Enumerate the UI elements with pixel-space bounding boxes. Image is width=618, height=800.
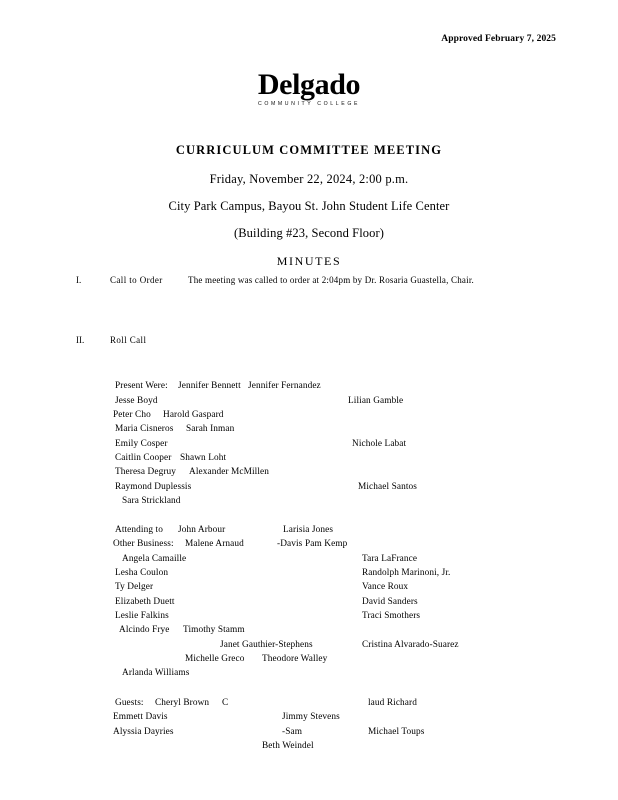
meeting-building: (Building #23, Second Floor): [233, 226, 385, 240]
roll-call-entry: Jimmy Stevens: [282, 712, 340, 722]
roll-call-entry: Michael Santos: [358, 482, 417, 492]
roll-call-entry: Randolph Marinoni, Jr.: [362, 568, 451, 578]
meeting-datetime: Friday, November 22, 2024, 2:00 p.m.: [209, 172, 409, 186]
meeting-location: City Park Campus, Bayou St. John Student Life Center: [168, 199, 450, 213]
roll-call-entry: Traci Smothers: [362, 611, 421, 621]
roll-call-entry: Peter Cho: [113, 410, 151, 420]
roll-call-entry: Alyssia Dayries: [113, 727, 174, 737]
section-text: The meeting was called to order at 2:04pm by Dr. Rosaria Guastella, Chair.: [188, 275, 474, 285]
section-numeral: I.: [76, 275, 82, 285]
roll-call-entry: Beth Weindel: [262, 741, 314, 751]
roll-call-entry: Pam Kemp: [305, 539, 348, 549]
section-heading: Roll Call: [110, 335, 147, 345]
roll-call-entry: Theresa Degruy: [115, 467, 177, 477]
roll-call-entry: Ty Delger: [115, 582, 154, 592]
roll-call-entry: -Sam: [282, 727, 303, 737]
roll-call-entry: Malene Arnaud: [185, 539, 244, 549]
roll-call-entry: Lesha Coulon: [115, 568, 169, 578]
roll-call-entry: Alexander McMillen: [189, 467, 270, 477]
roll-call-entry: John Arbour: [178, 525, 226, 535]
roll-call-entry: Theodore Walley: [262, 654, 328, 664]
section-numeral: II.: [76, 335, 85, 345]
roll-call-entry: Leslie Falkins: [115, 611, 169, 621]
document-body: [0, 275, 618, 751]
roll-call-entry: Elizabeth Duett: [115, 597, 175, 607]
roll-call-entry: C: [222, 698, 229, 708]
page-title: CURRICULUM COMMITTEE MEETING: [175, 143, 443, 157]
approved-stamp: Approved February 7, 2025: [441, 34, 556, 44]
roll-call-entry: Emmett Davis: [113, 712, 168, 722]
roll-call-entry: Timothy Stamm: [183, 625, 245, 635]
roll-call-entry: Sarah Inman: [186, 424, 235, 434]
roll-call-entry: Jennifer Bennett: [178, 381, 241, 391]
roll-call-entry: Tara LaFrance: [362, 554, 418, 564]
logo-subtitle: COMMUNITY COLLEGE: [257, 101, 361, 107]
roll-call-entry: Jesse Boyd: [115, 396, 158, 406]
roll-call-entry: Present Were:: [115, 381, 168, 391]
minutes-label: MINUTES: [276, 254, 342, 268]
roll-call-entry: Lilian Gamble: [348, 396, 404, 406]
roll-call-entry: laud Richard: [368, 698, 417, 708]
roll-call-entry: Guests:: [115, 698, 144, 708]
roll-call-entry: Jennifer Fernandez: [248, 381, 321, 391]
section-roll-call: [0, 335, 618, 755]
roll-call-entry: Nichole Labat: [352, 439, 407, 449]
roll-call-entry: Cristina Alvarado-Suarez: [362, 640, 459, 650]
roll-call-entry: Michael Toups: [368, 727, 425, 737]
roll-call-entry: Emily Cosper: [115, 439, 168, 449]
roll-call-entry: Vance Roux: [362, 582, 409, 592]
roll-call-entry: Caitlin Cooper: [115, 453, 172, 463]
roll-call-entry: Raymond Duplessis: [115, 482, 192, 492]
roll-call-entry: Attending to: [115, 525, 163, 535]
roll-call-entry: David Sanders: [362, 597, 418, 607]
roll-call-entry: Michelle Greco: [185, 654, 245, 664]
roll-call-entry: -Davis: [277, 539, 303, 549]
roll-call-entry: Larisia Jones: [283, 525, 334, 535]
roll-call-entry: Other Business:: [113, 539, 174, 549]
roll-call-entry: Angela Camaille: [122, 554, 187, 564]
roll-call-entry: Arlanda Williams: [122, 668, 190, 678]
roll-call-entry: Sara Strickland: [122, 496, 181, 506]
logo-wordmark: Delgado: [257, 68, 361, 101]
roll-call-entry: Maria Cisneros: [115, 424, 174, 434]
section-call-to-order: [0, 275, 618, 303]
section-heading: Call to Order: [110, 275, 163, 285]
title-block: [0, 143, 618, 269]
roll-call-entry: Alcindo Frye: [119, 625, 170, 635]
roll-call-entry: Harold Gaspard: [163, 410, 224, 420]
roll-call-entry: Shawn Loht: [180, 453, 227, 463]
roll-call-entry: Janet Gauthier-Stephens: [220, 640, 313, 650]
delgado-logo: [0, 70, 618, 107]
roll-call-entry: Cheryl Brown: [155, 698, 210, 708]
